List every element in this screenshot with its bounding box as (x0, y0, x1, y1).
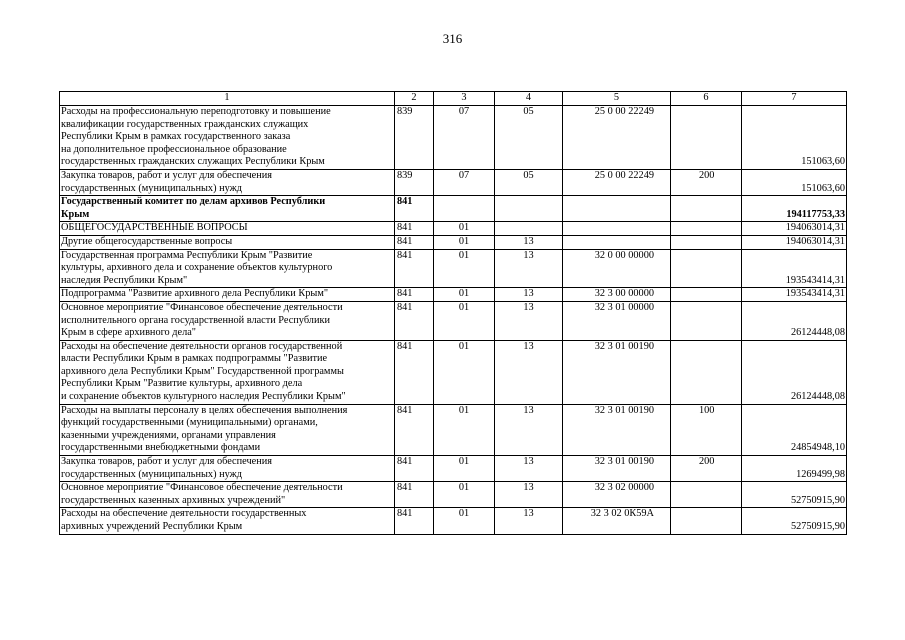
cell-name-line: ОБЩЕГОСУДАРСТВЕННЫЕ ВОПРОСЫ (61, 222, 248, 234)
cell-section: 01 (434, 235, 495, 249)
cell-name-line: Республики Крым в рамках государственного заказа (61, 131, 291, 143)
table-row (60, 301, 847, 340)
cell-name (60, 340, 395, 404)
cell-section: 07 (434, 169, 495, 195)
cell-name (60, 482, 395, 508)
cell-expense-type (671, 288, 742, 302)
cell-expense-type: 200 (671, 169, 742, 195)
cell-amount: 26124448,08 (742, 340, 847, 404)
cell-name-line: исполнительного органа государственной власти Республики (61, 314, 330, 326)
cell-section: 01 (434, 456, 495, 482)
cell-expense-type: 100 (671, 404, 742, 455)
column-header: 2 (395, 92, 434, 106)
cell-name (60, 169, 395, 195)
cell-name-line: государственными внебюджетными фондами (61, 442, 261, 454)
cell-grbs: 839 (395, 106, 434, 170)
cell-name-line: Подпрограмма "Развитие архивного дела Республики Крым" (61, 288, 329, 300)
cell-target-article: 25 0 00 22249 (563, 169, 671, 195)
cell-target-article: 32 3 01 00190 (563, 404, 671, 455)
cell-name-line: государственных казенных архивных учреждений" (61, 494, 286, 506)
table-row (60, 169, 847, 195)
table-row (60, 106, 847, 170)
cell-amount: 194063014,31 (742, 235, 847, 249)
cell-name-line: Основное мероприятие "Финансовое обеспечение деятельности (61, 482, 343, 494)
cell-target-article: 32 3 01 00000 (563, 301, 671, 340)
cell-name-line: власти Республики Крым в рамках подпрограммы "Развитие (61, 353, 328, 365)
cell-target-article (563, 222, 671, 236)
cell-section: 01 (434, 288, 495, 302)
cell-name-line: государственных (муниципальных) нужд (61, 468, 242, 480)
cell-target-article: 32 3 02 00000 (563, 482, 671, 508)
cell-target-article: 32 3 00 00000 (563, 288, 671, 302)
cell-amount: 151063,60 (742, 106, 847, 170)
cell-amount: 194117753,33 (742, 196, 847, 222)
table-row (60, 235, 847, 249)
cell-target-article (563, 235, 671, 249)
cell-target-article: 32 3 02 0К59А (563, 508, 671, 534)
cell-grbs: 841 (395, 288, 434, 302)
cell-grbs: 841 (395, 301, 434, 340)
cell-name-line: государственных (муниципальных) нужд (61, 182, 242, 194)
cell-name-line: культуры, архивного дела и сохранение объектов культурного (61, 262, 333, 274)
cell-amount: 26124448,08 (742, 301, 847, 340)
column-header: 7 (742, 92, 847, 106)
table-row (60, 196, 847, 222)
cell-section: 01 (434, 249, 495, 288)
table-row (60, 404, 847, 455)
cell-expense-type: 200 (671, 456, 742, 482)
column-header: 1 (60, 92, 395, 106)
cell-amount: 52750915,90 (742, 508, 847, 534)
cell-subsection: 13 (495, 235, 563, 249)
cell-name (60, 106, 395, 170)
cell-name-line: архивных учреждений Республики Крым (61, 521, 243, 532)
cell-name-line: наследия Республики Крым" (61, 274, 188, 286)
cell-expense-type (671, 196, 742, 222)
cell-name-line: Расходы на выплаты персоналу в целях обеспечения выполнения (61, 404, 348, 416)
cell-name-line: Расходы на профессиональную переподготовку и повышение (61, 106, 331, 117)
cell-amount: 193543414,31 (742, 249, 847, 288)
cell-grbs: 841 (395, 456, 434, 482)
cell-grbs: 841 (395, 340, 434, 404)
cell-amount: 24854948,10 (742, 404, 847, 455)
cell-name (60, 235, 395, 249)
cell-grbs: 841 (395, 235, 434, 249)
cell-section: 07 (434, 106, 495, 170)
cell-name-line: Государственная программа Республики Крым "Развитие (61, 249, 313, 261)
column-header: 4 (495, 92, 563, 106)
cell-grbs: 841 (395, 404, 434, 455)
table-row (60, 249, 847, 288)
cell-grbs: 841 (395, 482, 434, 508)
cell-name (60, 249, 395, 288)
cell-name-line: казенными учреждениями, органами управления (61, 429, 276, 441)
page-number: 316 (442, 31, 463, 46)
table-row (60, 340, 847, 404)
table-header-row (60, 92, 847, 106)
cell-expense-type (671, 508, 742, 534)
cell-grbs: 841 (395, 249, 434, 288)
cell-subsection: 13 (495, 508, 563, 534)
cell-name-line: Крым (61, 208, 90, 220)
cell-amount: 193543414,31 (742, 288, 847, 302)
cell-name (60, 222, 395, 236)
cell-target-article: 25 0 00 22249 (563, 106, 671, 170)
cell-section: 01 (434, 301, 495, 340)
cell-section: 01 (434, 404, 495, 455)
cell-target-article: 32 3 01 00190 (563, 456, 671, 482)
cell-expense-type (671, 249, 742, 288)
cell-amount: 52750915,90 (742, 482, 847, 508)
column-header: 5 (563, 92, 671, 106)
cell-name-line: функций государственными (муниципальными) органами, (61, 417, 318, 429)
cell-name-line: Расходы на обеспечение деятельности органов государственной (61, 340, 343, 352)
cell-name (60, 508, 395, 534)
cell-grbs: 841 (395, 196, 434, 222)
cell-section: 01 (434, 340, 495, 404)
cell-name (60, 404, 395, 455)
budget-table (59, 91, 847, 535)
table-row (60, 456, 847, 482)
cell-expense-type (671, 222, 742, 236)
cell-expense-type (671, 482, 742, 508)
table-row (60, 222, 847, 236)
cell-subsection: 13 (495, 249, 563, 288)
table-row (60, 288, 847, 302)
cell-name-line: архивного дела Республики Крым" Государственной программы (61, 365, 344, 377)
cell-name (60, 196, 395, 222)
cell-name-line: Основное мероприятие "Финансовое обеспечение деятельности (61, 301, 343, 313)
cell-amount: 1269499,98 (742, 456, 847, 482)
cell-amount: 151063,60 (742, 169, 847, 195)
table-row (60, 482, 847, 508)
table-row (60, 508, 847, 534)
cell-subsection (495, 222, 563, 236)
cell-subsection: 05 (495, 106, 563, 170)
cell-name-line: Крым в сфере архивного дела" (61, 327, 197, 339)
cell-name-line: Расходы на обеспечение деятельности государственных (61, 508, 307, 520)
cell-name-line: Закупка товаров, работ и услуг для обеспечения (61, 456, 272, 468)
cell-section: 01 (434, 508, 495, 534)
cell-name-line: Государственный комитет по делам архивов Республики (61, 196, 326, 208)
cell-target-article (563, 196, 671, 222)
cell-section (434, 196, 495, 222)
cell-section: 01 (434, 482, 495, 508)
cell-name-line: Закупка товаров, работ и услуг для обеспечения (61, 169, 272, 181)
cell-subsection: 13 (495, 288, 563, 302)
column-header: 6 (671, 92, 742, 106)
cell-name-line: и сохранение объектов культурного наследия Республики Крым" (61, 391, 346, 403)
cell-subsection: 13 (495, 340, 563, 404)
cell-grbs: 841 (395, 508, 434, 534)
cell-name-line: квалификации государственных гражданских служащих (61, 118, 309, 130)
cell-subsection: 13 (495, 301, 563, 340)
cell-name-line: государственных гражданских служащих Республики Крым (61, 156, 325, 168)
cell-expense-type (671, 340, 742, 404)
cell-target-article: 32 3 01 00190 (563, 340, 671, 404)
cell-name-line: Республики Крым "Развитие культуры, архивного дела (61, 378, 303, 390)
cell-section: 01 (434, 222, 495, 236)
cell-subsection: 13 (495, 482, 563, 508)
cell-target-article: 32 0 00 00000 (563, 249, 671, 288)
cell-name (60, 456, 395, 482)
cell-expense-type (671, 106, 742, 170)
cell-name-line: на дополнительное профессиональное образование (61, 143, 287, 155)
cell-subsection: 13 (495, 456, 563, 482)
cell-subsection (495, 196, 563, 222)
cell-subsection: 05 (495, 169, 563, 195)
column-header: 3 (434, 92, 495, 106)
cell-subsection: 13 (495, 404, 563, 455)
cell-grbs: 841 (395, 222, 434, 236)
cell-name-line: Другие общегосударственные вопросы (61, 235, 233, 247)
cell-grbs: 839 (395, 169, 434, 195)
cell-amount: 194063014,31 (742, 222, 847, 236)
cell-expense-type (671, 235, 742, 249)
cell-expense-type (671, 301, 742, 340)
cell-name (60, 288, 395, 302)
cell-name (60, 301, 395, 340)
